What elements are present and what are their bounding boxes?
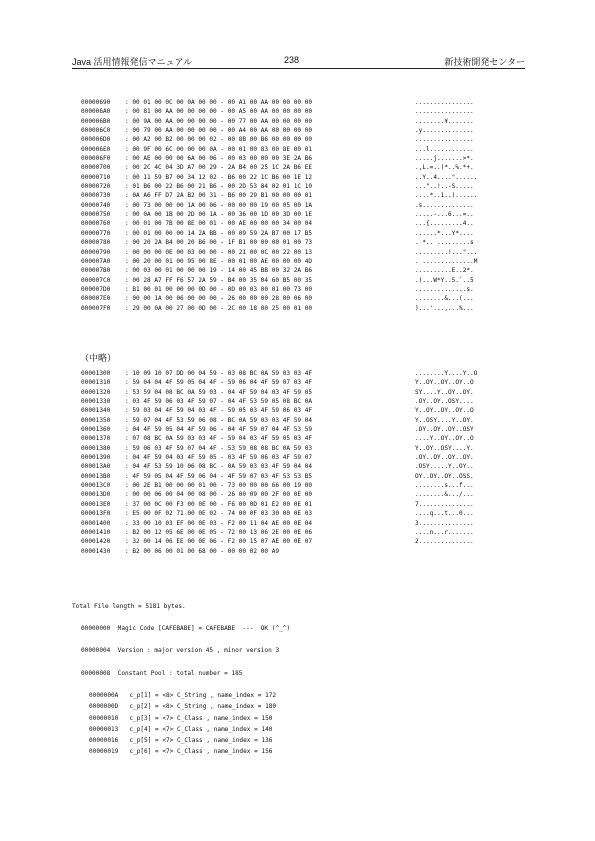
dump-hex-bytes: : 04 4F 59 05 04 4F 59 06 - 04 4F 59 07 04 4F 53 59 [125, 426, 313, 434]
hex-dump-part-2 [81, 369, 477, 556]
dump-offset: 00000700 [81, 164, 111, 172]
dump-ascii: ......*...Y*.... [415, 229, 474, 237]
dump-ascii: OY..OY..OY..OSS. [415, 472, 474, 480]
dump-hex-bytes: : 00 AE 00 00 00 6A 00 06 - 00 03 00 00 00 3E 2A B6 [125, 155, 313, 163]
dump-hex-bytes: : 03 4F 59 06 03 4F 59 07 - 04 4F 53 59 05 08 BC 0A [125, 398, 313, 406]
dump-offset: 000007E0 [81, 295, 111, 303]
dump-hex-bytes: : 4F 59 05 04 4F 59 06 04 - 4F 59 07 03 4F 53 53 B5 [125, 472, 313, 480]
dump-offset: 00001390 [81, 454, 111, 462]
dump-ascii: .....-...6...=.. [415, 211, 474, 219]
dump-ascii: .s.............. [415, 201, 474, 209]
dump-hex-bytes: : 00 28 A7 FF F6 57 2A 59 - B4 00 35 04 60 B5 00 35 [125, 276, 313, 284]
dump-ascii: ........&.../... [415, 491, 474, 499]
dump-row [81, 107, 477, 116]
dump-hex-bytes: : 00 00 00 0E 00 03 00 00 - 00 21 00 0C 00 22 00 13 [125, 248, 313, 256]
dump-ascii: .OSY.....Y..OY.. [415, 463, 474, 471]
dump-offset: 000006B0 [81, 117, 111, 125]
dump-ascii: ....n...r....... [415, 528, 474, 536]
dump-offset: 00000760 [81, 220, 111, 228]
dump-row [81, 453, 477, 462]
magic-code-line: 00000000 Magic Code [CAFEBABE] = CAFEBABE --- OK (^_^) [81, 625, 291, 632]
dump-row [81, 500, 477, 509]
dump-ascii: .(...W*Y..5.`..5 [415, 276, 474, 284]
dump-hex-bytes: : 01 B6 00 22 B6 00 21 B6 - 00 2D 53 84 02 01 1C 10 [125, 183, 313, 191]
dump-row [81, 219, 477, 228]
dump-row [81, 528, 477, 537]
dump-offset: 000007F0 [81, 304, 111, 312]
dump-row [81, 509, 477, 518]
dump-offset: 00000790 [81, 248, 111, 256]
dump-ascii: ........¥....... [415, 117, 474, 125]
dump-row [81, 472, 477, 481]
dump-ascii: Y..OSY....Y..OY. [415, 416, 474, 424]
dump-hex-bytes: : B2 00 12 05 6E 00 0E 05 - 72 00 13 06 2E 00 0E 06 [125, 528, 313, 536]
dump-offset: 000013D0 [81, 491, 111, 499]
dump-ascii: ..Y..4...."...... [415, 173, 478, 181]
dump-offset: 000013F0 [81, 510, 111, 518]
dump-ascii: .........!..."... [415, 248, 478, 256]
dump-ascii: Y..OY..OSY....Y. [415, 444, 474, 452]
dump-row [81, 238, 477, 247]
dump-row [81, 135, 477, 144]
dump-hex-bytes: : 10 09 10 07 DD 00 04 59 - 03 08 BC 0A 59 03 03 4F [125, 370, 313, 377]
dump-offset: 00001420 [81, 538, 111, 546]
dump-offset: 00001340 [81, 407, 111, 415]
dump-offset: 000013E0 [81, 500, 111, 508]
dump-row [81, 154, 477, 163]
dump-hex-bytes: : 00 81 00 AA 00 00 00 00 - 00 A5 00 AA 00 00 00 00 [125, 108, 313, 116]
dump-offset: 00000720 [81, 183, 111, 191]
dump-hex-bytes: : 59 07 04 4F 53 59 06 08 - BC 0A 59 03 03 4F 59 04 [125, 416, 313, 424]
dump-row [81, 145, 477, 154]
hex-dump-part-1 [81, 98, 477, 313]
dump-ascii: ................ [415, 108, 474, 116]
dump-hex-bytes: : 53 59 04 08 BC 0A 59 03 - 04 4F 59 04 03 4F 59 05 [125, 388, 313, 396]
dump-ascii: .OY..OY..OY..OSY [415, 426, 474, 434]
dump-ascii: . *.. .........s [415, 239, 474, 247]
dump-ascii: ..."..!..-S..... [415, 183, 474, 191]
dump-row [81, 416, 477, 425]
dump-ascii: . ..............M [415, 257, 478, 265]
dump-offset: 00001360 [81, 426, 111, 434]
dump-ascii: 7............... [415, 500, 474, 508]
dump-ascii: ...{.........4.. [415, 220, 474, 228]
dump-hex-bytes: : 00 0A 00 1B 00 2D 00 1A - 00 36 00 1D 00 3D 00 1E [125, 211, 313, 219]
constant-pool-line: 00000008 Constant Pool : total number = 185 [81, 670, 243, 677]
dump-offset: 000007A0 [81, 257, 111, 265]
dump-row [81, 425, 477, 434]
dump-ascii: .y.............. [415, 127, 474, 135]
dump-offset: 000006A0 [81, 108, 111, 116]
dump-ascii: ................ [415, 99, 474, 106]
dump-row [81, 481, 477, 490]
dump-offset: 000013B0 [81, 472, 111, 480]
dump-ascii: ........&...(... [415, 295, 474, 303]
dump-offset: 00000710 [81, 173, 111, 181]
dump-hex-bytes: : 00 2E B1 00 00 00 01 00 - 73 00 00 00 66 00 19 00 [125, 482, 313, 490]
dump-hex-bytes: : 37 00 0C 00 F3 00 0E 00 - F6 00 0D 01 E2 00 0E 01 [125, 500, 313, 508]
dump-ascii: .OY..OY..OY..OY. [415, 454, 474, 462]
dump-row [81, 547, 477, 556]
constant-pool-entry: 00000010 c_p[3] = <7> C_Class , name_index = 150 [89, 714, 273, 722]
dump-hex-bytes: : 00 20 00 01 00 95 00 8E - 00 01 00 AE 00 00 00 4D [125, 257, 313, 265]
dump-hex-bytes: : 32 00 14 06 EE 00 0E 06 - F2 00 15 07 AE 00 0E 07 [125, 538, 313, 546]
dump-hex-bytes: : E5 00 0F 02 71 00 0E 02 - 74 00 0F 03 30 00 0E 03 [125, 510, 313, 518]
dump-offset: 000006E0 [81, 145, 111, 153]
dump-offset: 000007C0 [81, 276, 111, 284]
dump-ascii: ...l............ [415, 145, 474, 153]
dump-row [81, 462, 477, 471]
dump-row [81, 173, 477, 182]
dump-row [81, 406, 477, 415]
dump-row [81, 434, 477, 443]
dump-hex-bytes: : 59 04 04 4F 59 05 04 4F - 59 06 04 4F 59 07 03 4F [125, 379, 313, 387]
dump-ascii: SY....Y..OY..OY. [415, 388, 474, 396]
header-left-title: Java 活用情報発信マニュアル [72, 57, 193, 67]
dump-row [81, 388, 477, 397]
dump-ascii: Y..OY..OY..OY..O [415, 379, 474, 387]
dump-offset: 00000740 [81, 201, 111, 209]
total-file-length: Total File length = 5181 bytes. [72, 603, 186, 610]
dump-hex-bytes: : 00 79 00 AA 00 00 00 00 - 00 A4 00 AA 00 00 00 00 [125, 127, 313, 135]
dump-offset: 00001300 [81, 370, 111, 377]
dump-ascii: ....q...t...0... [415, 510, 474, 518]
dump-offset: 00001430 [81, 547, 111, 555]
dump-hex-bytes: : 00 A2 00 B2 00 00 00 02 - 00 8B 00 B6 00 00 00 00 [125, 136, 313, 144]
constant-pool-entries [89, 690, 276, 758]
dump-ascii: 2............... [415, 538, 474, 546]
dump-ascii: 3............... [415, 519, 474, 527]
dump-ascii: ..............s. [415, 285, 474, 293]
dump-ascii: .....j.......>*. [415, 155, 474, 163]
dump-offset: 000006D0 [81, 136, 111, 144]
dump-row [81, 210, 477, 219]
dump-ascii: ....Y..OY..OY..O [415, 435, 474, 443]
dump-offset: 00001370 [81, 435, 111, 443]
dump-ascii: ................ [415, 136, 474, 144]
dump-row [81, 519, 477, 528]
dump-offset: 000006F0 [81, 155, 111, 163]
dump-row [81, 126, 477, 135]
dump-offset: 00001330 [81, 398, 111, 406]
dump-ascii: .,L.=..)*..%.*+. [415, 164, 474, 172]
dump-row [81, 378, 477, 387]
dump-row [81, 294, 477, 303]
dump-offset: 00000780 [81, 239, 111, 247]
dump-row [81, 304, 477, 313]
dump-offset: 000006C0 [81, 127, 111, 135]
dump-hex-bytes: : 00 00 06 00 04 00 08 00 - 26 00 09 00 2F 00 0E 00 [125, 491, 313, 499]
header-rule [72, 68, 525, 69]
constant-pool-entry: 00000019 c_p[6] = <7> C_Class , name_index = 156 [89, 748, 273, 756]
omitted-label: （中略） [80, 353, 117, 363]
dump-hex-bytes: : 0A A6 FF D7 2A B2 00 31 - B6 00 29 B1 00 00 00 01 [125, 192, 313, 200]
page-number: 238 [284, 55, 300, 65]
dump-row [81, 397, 477, 406]
dump-hex-bytes: : 00 00 1A 00 06 00 00 00 - 26 00 00 00 28 00 06 00 [125, 295, 313, 303]
dump-offset: 00000770 [81, 229, 111, 237]
dump-ascii: ........s...f... [415, 482, 474, 490]
dump-row [81, 98, 477, 107]
dump-hex-bytes: : 00 03 00 01 00 00 00 19 - 14 00 45 BB 00 32 2A B6 [125, 267, 313, 275]
dump-row [81, 201, 477, 210]
dump-row [81, 266, 477, 275]
constant-pool-entry: 00000016 c_p[5] = <7> C_Class , name_index = 136 [89, 737, 273, 745]
constant-pool-entry: 00000013 c_p[4] = <7> C_Class , name_index = 140 [89, 725, 273, 733]
dump-row [81, 285, 477, 294]
dump-offset: 000013C0 [81, 482, 111, 490]
dump-row [81, 369, 477, 378]
constant-pool-entry: 0000000D c_p[2] = <8> C_String , name_index = 180 [89, 703, 277, 711]
header-right-title: 新技術開発センター [444, 57, 525, 67]
dump-hex-bytes: : 00 9F 00 6C 00 00 00 0A - 00 01 00 83 00 8E 00 01 [125, 145, 313, 153]
dump-hex-bytes: : 59 06 03 4F 59 07 04 4F - 53 59 08 08 BC 0A 59 03 [125, 444, 313, 452]
dump-offset: 00000750 [81, 211, 111, 219]
dump-hex-bytes: : 59 03 04 4F 59 04 03 4F - 59 05 03 4F 59 06 03 4F [125, 407, 313, 415]
dump-hex-bytes: : 04 4F 59 04 03 4F 59 05 - 03 4F 59 06 03 4F 59 07 [125, 454, 313, 462]
dump-offset: 00000730 [81, 192, 111, 200]
dump-hex-bytes: : 00 9A 00 AA 00 00 00 00 - 00 77 00 AA 00 00 00 00 [125, 117, 313, 125]
dump-hex-bytes: : 00 11 59 B7 00 34 12 02 - B6 00 22 1C B6 00 1E 12 [125, 173, 313, 181]
dump-hex-bytes: : 00 73 00 00 00 1A 00 06 - 00 00 00 19 00 05 00 1A [125, 201, 313, 209]
dump-offset: 00001410 [81, 528, 111, 536]
dump-offset: 00001380 [81, 444, 111, 452]
dump-hex-bytes: : B2 00 06 00 01 00 68 00 - 00 00 02 00 A9 [125, 547, 280, 555]
dump-row [81, 537, 477, 546]
dump-hex-bytes: : 29 00 0A 00 27 00 0D 00 - 2C 00 18 00 25 00 01 00 [125, 304, 313, 312]
dump-row [81, 117, 477, 126]
dump-ascii: )...'...,...%... [415, 304, 474, 312]
dump-row [81, 257, 477, 266]
dump-offset: 00001310 [81, 379, 111, 387]
page-header [72, 55, 525, 69]
dump-row [81, 182, 477, 191]
dump-ascii: .OY..OY..OSY.... [415, 398, 474, 406]
dump-hex-bytes: : 00 2C 4C 04 3D A7 00 29 - 2A B4 00 25 1C 2A B6 EE [125, 164, 313, 172]
dump-offset: 000007D0 [81, 285, 111, 293]
dump-hex-bytes: : 07 08 BC 0A 59 03 03 4F - 59 04 03 4F 59 05 03 4F [125, 435, 313, 443]
dump-row [81, 191, 477, 200]
dump-hex-bytes: : B1 00 01 00 00 00 0D 00 - 0D 00 03 00 01 00 73 00 [125, 285, 313, 293]
dump-row [81, 444, 477, 453]
dump-hex-bytes: : 00 01 00 00 00 14 2A BB - 00 09 59 2A B7 00 17 B5 [125, 229, 313, 237]
dump-offset: 00001400 [81, 519, 111, 527]
dump-ascii: Y..OY..OY..OY..O [415, 407, 474, 415]
dump-ascii: ........Y....Y..O [415, 370, 478, 377]
dump-hex-bytes: : 04 4F 53 59 10 06 08 BC - 0A 59 03 03 4F 59 04 04 [125, 463, 313, 471]
dump-row [81, 163, 477, 172]
dump-hex-bytes: : 33 00 10 03 EF 00 0E 03 - F2 00 11 04 AE 00 0E 04 [125, 519, 313, 527]
dump-hex-bytes: : 00 01 00 7B 00 8E 00 01 - 00 AE 00 00 00 34 00 04 [125, 220, 313, 228]
dump-hex-bytes: : 00 20 2A B4 00 20 B6 00 - 1F B1 00 00 00 01 00 73 [125, 239, 313, 247]
dump-row [81, 490, 477, 499]
dump-ascii: ....*..1..)...... [415, 192, 478, 200]
constant-pool-entry: 0000000A c_p[1] = <8> C_String , name_index = 172 [89, 692, 277, 699]
dump-offset: 000013A0 [81, 463, 111, 471]
dump-ascii: ..........E..2*. [415, 267, 474, 275]
dump-row [81, 248, 477, 257]
dump-offset: 000007B0 [81, 267, 111, 275]
dump-row [81, 276, 477, 285]
dump-offset: 00001320 [81, 388, 111, 396]
dump-offset: 00000690 [81, 99, 111, 106]
dump-offset: 00001350 [81, 416, 111, 424]
dump-hex-bytes: : 00 01 00 0C 00 0A 00 00 - 00 A1 00 AA 00 00 00 00 [125, 99, 313, 106]
dump-row [81, 229, 477, 238]
version-line: 00000004 Version : major version 45 , minor version 3 [81, 647, 280, 654]
